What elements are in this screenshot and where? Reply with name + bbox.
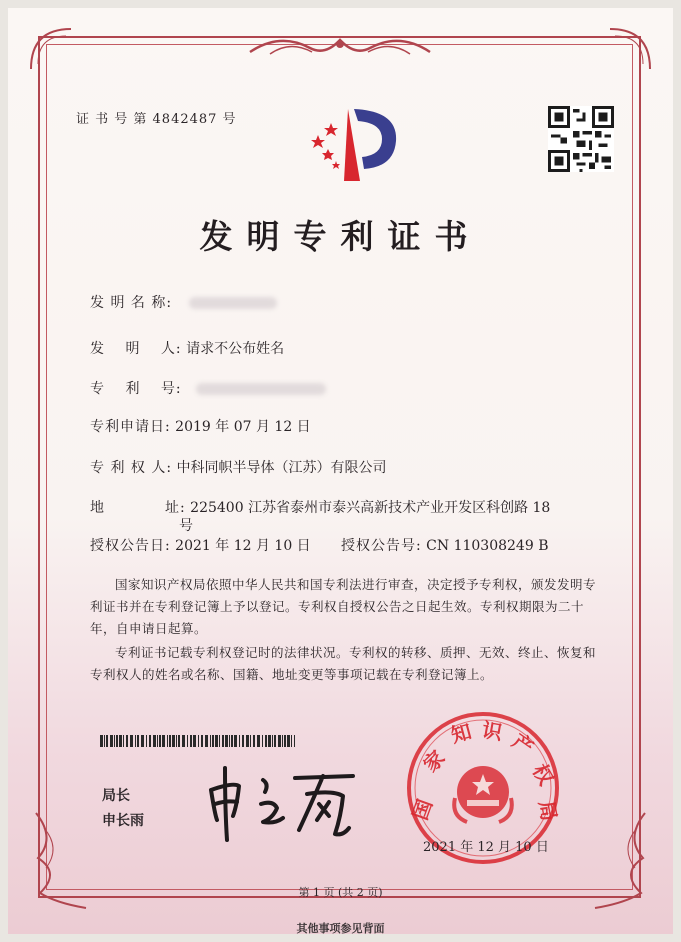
barcode-bar — [278, 735, 281, 747]
filing-date-row — [90, 416, 311, 436]
barcode-bar — [262, 735, 263, 747]
barcode-bar — [215, 735, 218, 747]
barcode-bar — [167, 735, 168, 747]
footer-note: 其他事项参见背面 — [296, 922, 385, 935]
barcode-bar — [100, 735, 103, 747]
barcode-bar — [137, 735, 139, 747]
seal-char-2: 家 — [418, 745, 450, 777]
barcode-bar — [114, 735, 115, 747]
barcode-bar — [176, 735, 177, 747]
seal-char-1: 国 — [407, 796, 438, 824]
barcode-bar — [162, 735, 165, 747]
grant-number-label: 授权公告号: — [341, 538, 422, 554]
barcode-bar — [210, 735, 211, 747]
barcode-bar — [282, 735, 283, 747]
barcode — [100, 735, 295, 747]
barcode-bar — [287, 735, 290, 747]
director-signature — [203, 760, 358, 845]
barcode-bar — [246, 735, 249, 747]
barcode-bar — [153, 735, 156, 747]
inventor-value: 请求不公布姓名 — [186, 341, 285, 357]
barcode-bar — [146, 735, 147, 747]
barcode-bar — [272, 735, 273, 747]
certificate-paper — [8, 8, 673, 934]
barcode-bar — [182, 735, 185, 747]
grant-number-row — [341, 535, 549, 555]
barcode-bar — [201, 735, 203, 747]
address-label: 地 址: — [90, 500, 186, 516]
barcode-bar — [234, 735, 237, 747]
barcode-bar — [141, 735, 144, 747]
certificate-title: 发明专利证书 — [199, 217, 482, 256]
barcode-bar — [106, 735, 108, 747]
redacted-invention-name — [189, 297, 277, 309]
barcode-bar — [157, 735, 158, 747]
seal-date: 2021 年 12 月 10 日 — [423, 840, 549, 855]
barcode-bar — [172, 735, 175, 747]
barcode-bar — [119, 735, 122, 747]
patentee-row — [90, 457, 387, 477]
barcode-bar — [126, 735, 128, 747]
redacted-patent-number — [196, 383, 326, 395]
inventor-label: 发 明 人: — [90, 341, 182, 357]
grant-date-value: 2021 年 12 月 10 日 — [175, 538, 311, 554]
barcode-bar — [159, 735, 161, 747]
corner-ornament-br — [585, 808, 655, 918]
invention-name-label: 发 明 名 称: — [90, 295, 173, 311]
grant-number-value: CN 110308249 B — [426, 538, 549, 554]
grant-date-row — [90, 535, 311, 555]
barcode-bar — [123, 735, 124, 747]
corner-ornament-bl — [26, 808, 96, 918]
corner-ornament-tl — [26, 24, 76, 74]
director-title: 局长 — [102, 788, 130, 804]
qr-code — [548, 106, 614, 172]
barcode-bar — [225, 735, 228, 747]
corner-ornament-tr — [605, 24, 655, 74]
seal-char-7: 局 — [534, 798, 562, 823]
seal-char-5: 产 — [507, 728, 539, 760]
patent-number-row — [90, 378, 326, 398]
barcode-bar — [212, 735, 214, 747]
invention-name-row — [90, 292, 277, 312]
barcode-bar — [239, 735, 240, 747]
cnipa-logo — [298, 101, 403, 186]
address-row — [90, 497, 550, 517]
barcode-bar — [187, 735, 188, 747]
legal-status-paragraph: 专利证书记载专利权登记时的法律状况。专利权的转移、质押、无效、终止、恢复和专利权人的姓名或名称、国籍、地址变更等事项记载在专利登记簿上。 — [90, 645, 597, 682]
top-ornament — [240, 30, 440, 60]
director-name: 申长雨 — [102, 813, 144, 829]
inventor-row — [90, 338, 284, 358]
barcode-bar — [178, 735, 180, 747]
barcode-bar — [169, 735, 171, 747]
seal-char-3: 知 — [448, 719, 474, 748]
barcode-bar — [284, 735, 286, 747]
barcode-bar — [253, 735, 255, 747]
barcode-bar — [149, 735, 151, 747]
barcode-bar — [219, 735, 220, 747]
barcode-bar — [104, 735, 105, 747]
patent-number-label: 专 利 号: — [90, 381, 182, 397]
filing-date-value: 2019 年 07 月 12 日 — [175, 419, 311, 435]
barcode-bar — [294, 735, 295, 747]
barcode-bar — [116, 735, 118, 747]
address-value: 225400 江苏省泰州市泰兴高新技术产业开发区科创路 18 — [190, 500, 551, 516]
barcode-bar — [198, 735, 199, 747]
certificate-number: 证 书 号 第 4842487 号 — [76, 112, 237, 127]
page-number: 第 1 页 (共 2 页) — [298, 886, 383, 899]
address-value-line2: 号 — [179, 518, 193, 534]
filing-date-label: 专利申请日: — [90, 419, 171, 435]
barcode-bar — [268, 735, 271, 747]
barcode-bar — [205, 735, 208, 747]
barcode-bar — [291, 735, 292, 747]
barcode-bar — [190, 735, 192, 747]
barcode-bar — [257, 735, 260, 747]
barcode-bar — [231, 735, 233, 747]
patentee-label: 专 利 权 人: — [90, 460, 173, 476]
barcode-bar — [193, 735, 196, 747]
barcode-bar — [110, 735, 113, 747]
barcode-bar — [250, 735, 251, 747]
barcode-bar — [130, 735, 133, 747]
barcode-bar — [222, 735, 224, 747]
grant-date-label: 授权公告日: — [90, 538, 171, 554]
grant-statement-paragraph: 国家知识产权局依照中华人民共和国专利法进行审查，决定授予专利权，颁发发明专利证书并在专利登记簿上予以登记。专利权自授权公告之日起生效。专利权期限为二十年，自申请日起算。 — [90, 577, 597, 636]
barcode-bar — [242, 735, 244, 747]
barcode-bar — [274, 735, 276, 747]
seal-char-6: 权 — [527, 759, 559, 790]
seal-char-4: 识 — [480, 717, 505, 745]
barcode-bar — [135, 735, 136, 747]
barcode-bar — [265, 735, 267, 747]
patentee-value: 中科同帜半导体（江苏）有限公司 — [176, 460, 387, 476]
barcode-bar — [229, 735, 230, 747]
